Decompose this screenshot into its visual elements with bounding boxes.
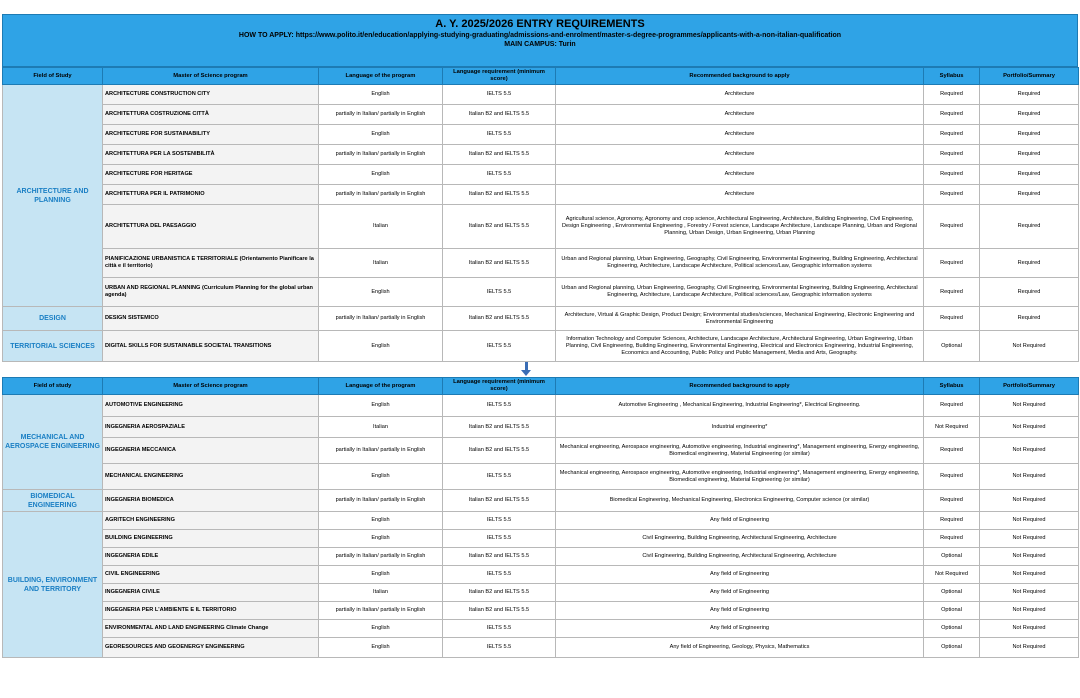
syllabus-cell: Required <box>924 464 980 490</box>
language-cell: partially in Italian/ partially in English <box>319 602 443 620</box>
title-banner <box>2 14 1078 67</box>
background-cell: Any field of Engineering <box>556 584 924 602</box>
requirement-cell: Italian B2 and IELTS 5.5 <box>443 307 556 331</box>
syllabus-cell: Required <box>924 307 980 331</box>
portfolio-cell: Not Required <box>980 417 1079 438</box>
column-header: Portfolio/Summary <box>980 378 1079 395</box>
section-gap <box>2 362 1078 377</box>
how-to-apply-text: HOW TO APPLY: https://www.polito.it/en/education/applying-studying-graduating/admissions-and-enrolment/master-s-degree-programmes/applicants-with-a-non-italian-qualification <box>238 32 842 39</box>
requirement-cell: Italian B2 and IELTS 5.5 <box>443 185 556 205</box>
portfolio-cell: Not Required <box>980 548 1079 566</box>
background-cell: Industrial engineering* <box>556 417 924 438</box>
requirement-cell: Italian B2 and IELTS 5.5 <box>443 249 556 278</box>
program-cell: ARCHITECTURE FOR SUSTAINABILITY <box>103 125 319 145</box>
field-of-study-cell: TERRITORIAL SCIENCES <box>3 331 103 362</box>
syllabus-cell: Optional <box>924 638 980 658</box>
requirement-cell: IELTS 5.5 <box>443 331 556 362</box>
background-cell: Architecture <box>556 85 924 105</box>
column-header: Master of Science program <box>103 68 319 85</box>
language-cell: English <box>319 165 443 185</box>
portfolio-cell: Required <box>980 125 1079 145</box>
requirement-cell: Italian B2 and IELTS 5.5 <box>443 438 556 464</box>
language-cell: English <box>319 566 443 584</box>
language-cell: Italian <box>319 249 443 278</box>
language-cell: English <box>319 512 443 530</box>
program-cell: INGEGNERIA MECCANICA <box>103 438 319 464</box>
background-cell: Architecture <box>556 105 924 125</box>
background-cell: Any field of Engineering <box>556 566 924 584</box>
language-cell: partially in Italian/ partially in English <box>319 185 443 205</box>
portfolio-cell: Not Required <box>980 584 1079 602</box>
field-of-study-cell: ARCHITECTURE AND PLANNING <box>3 85 103 307</box>
table-row <box>3 620 1079 638</box>
syllabus-cell: Optional <box>924 584 980 602</box>
language-cell: English <box>319 638 443 658</box>
program-cell: INGEGNERIA PER L'AMBIENTE E IL TERRITORIO <box>103 602 319 620</box>
program-cell: INGEGNERIA AEROSPAZIALE <box>103 417 319 438</box>
syllabus-cell: Required <box>924 145 980 165</box>
requirements-sheet <box>2 14 1078 658</box>
requirement-cell: Italian B2 and IELTS 5.5 <box>443 105 556 125</box>
program-cell: DESIGN SISTEMICO <box>103 307 319 331</box>
portfolio-cell: Not Required <box>980 395 1079 417</box>
program-cell: ARCHITETTURA PER LA SOSTENIBILITÀ <box>103 145 319 165</box>
syllabus-cell: Not Required <box>924 417 980 438</box>
requirement-cell: IELTS 5.5 <box>443 620 556 638</box>
background-cell: Any field of Engineering <box>556 512 924 530</box>
table-row <box>3 512 1079 530</box>
column-header: Field of Study <box>3 68 103 85</box>
background-cell: Automotive Engineering , Mechanical Engineering, Industrial Engineering*, Electrical Engineering. <box>556 395 924 417</box>
requirements-table-2 <box>2 377 1079 658</box>
program-cell: AUTOMOTIVE ENGINEERING <box>103 395 319 417</box>
background-cell: Mechanical engineering, Aerospace engineering, Automotive engineering, Industrial engineering*, Management engineering, Energy engineering, Biomedical engineering, Material Engineering (or similar) <box>556 464 924 490</box>
syllabus-cell: Required <box>924 185 980 205</box>
syllabus-cell: Required <box>924 490 980 512</box>
program-cell: INGEGNERIA CIVILE <box>103 584 319 602</box>
portfolio-cell: Not Required <box>980 438 1079 464</box>
column-header: Language of the program <box>319 378 443 395</box>
column-header: Recommended background to apply <box>556 68 924 85</box>
requirement-cell: IELTS 5.5 <box>443 530 556 548</box>
syllabus-cell: Optional <box>924 620 980 638</box>
program-cell: ARCHITETTURA COSTRUZIONE CITTÀ <box>103 105 319 125</box>
portfolio-cell: Not Required <box>980 566 1079 584</box>
language-cell: Italian <box>319 584 443 602</box>
background-cell: Architecture, Virtual & Graphic Design, Product Design; Environmental studies/sciences, Mechanical Engineering, Electronic Engineering and Environmental Engineering <box>556 307 924 331</box>
program-cell: GEORESOURCES AND GEOENERGY ENGINEERING <box>103 638 319 658</box>
campus-text: MAIN CAMPUS: Turin <box>504 41 576 48</box>
requirement-cell: Italian B2 and IELTS 5.5 <box>443 417 556 438</box>
program-cell: INGEGNERIA BIOMEDICA <box>103 490 319 512</box>
portfolio-cell: Required <box>980 85 1079 105</box>
requirements-table-1 <box>2 67 1079 362</box>
background-cell: Information Technology and Computer Sciences, Architecture, Landscape Architecture, Architectural Engineering, Urban Engineering, Urban Planning, Civil Engineering, Building Engineering, Environmental Engineering, Electrical and Electronics Engineering, Industrial Engineering, Economics and Accounting, Public Policy and Public Management, Media and Arts, Geography. <box>556 331 924 362</box>
requirement-cell: IELTS 5.5 <box>443 464 556 490</box>
syllabus-cell: Required <box>924 249 980 278</box>
language-cell: English <box>319 464 443 490</box>
field-of-study-cell: BUILDING, ENVIRONMENT AND TERRITORY <box>3 512 103 658</box>
language-cell: English <box>319 278 443 307</box>
table-row <box>3 85 1079 105</box>
table-row <box>3 205 1079 249</box>
portfolio-cell: Required <box>980 105 1079 125</box>
portfolio-cell: Not Required <box>980 530 1079 548</box>
program-cell: CIVIL ENGINEERING <box>103 566 319 584</box>
program-cell: ARCHITETTURA PER IL PATRIMONIO <box>103 185 319 205</box>
table-row <box>3 125 1079 145</box>
background-cell: Architecture <box>556 185 924 205</box>
column-header: Language of the program <box>319 68 443 85</box>
background-cell: Mechanical engineering, Aerospace engineering, Automotive engineering, Industrial engineering*, Management engineering, Energy engineering, Biomedical engineering, Material Engineering (or similar) <box>556 438 924 464</box>
table-row <box>3 548 1079 566</box>
background-cell: Agricultural science, Agronomy, Agronomy and crop science, Architectural Engineering, Architecture, Building Engineering, Civil Engineering, Design Engineering , Environmental Engineering , Forestry / Forest science, Landscape Architecture, Landscape Planning, Urban and Regional Planning, Urban Design, Urban Engineering, Urban Planning <box>556 205 924 249</box>
language-cell: English <box>319 530 443 548</box>
table-row <box>3 331 1079 362</box>
column-header: Master of Science program <box>103 378 319 395</box>
column-header: Recommended background to apply <box>556 378 924 395</box>
background-cell: Architecture <box>556 145 924 165</box>
language-cell: partially in Italian/ partially in English <box>319 438 443 464</box>
field-of-study-cell: BIOMEDICAL ENGINEERING <box>3 490 103 512</box>
field-of-study-cell: MECHANICAL AND AEROSPACE ENGINEERING <box>3 395 103 490</box>
table-row <box>3 307 1079 331</box>
syllabus-cell: Required <box>924 278 980 307</box>
table-row <box>3 530 1079 548</box>
language-cell: partially in Italian/ partially in English <box>319 490 443 512</box>
portfolio-cell: Required <box>980 307 1079 331</box>
requirement-cell: IELTS 5.5 <box>443 165 556 185</box>
language-cell: Italian <box>319 205 443 249</box>
table-row <box>3 438 1079 464</box>
language-cell: partially in Italian/ partially in English <box>319 145 443 165</box>
column-header: Language requirement (minimum score) <box>443 68 556 85</box>
requirement-cell: Italian B2 and IELTS 5.5 <box>443 145 556 165</box>
program-cell: ENVIRONMENTAL AND LAND ENGINEERING Climate Change <box>103 620 319 638</box>
program-cell: URBAN AND REGIONAL PLANNING (Curriculum Planning for the global urban agenda) <box>103 278 319 307</box>
language-cell: English <box>319 395 443 417</box>
requirement-cell: IELTS 5.5 <box>443 638 556 658</box>
column-header: Syllabus <box>924 68 980 85</box>
table-row <box>3 145 1079 165</box>
column-header: Field of study <box>3 378 103 395</box>
requirement-cell: Italian B2 and IELTS 5.5 <box>443 490 556 512</box>
table-row <box>3 185 1079 205</box>
portfolio-cell: Required <box>980 145 1079 165</box>
syllabus-cell: Required <box>924 512 980 530</box>
background-cell: Any field of Engineering <box>556 602 924 620</box>
background-cell: Architecture <box>556 165 924 185</box>
column-header: Syllabus <box>924 378 980 395</box>
program-cell: ARCHITECTURE CONSTRUCTION CITY <box>103 85 319 105</box>
requirement-cell: IELTS 5.5 <box>443 395 556 417</box>
table-row <box>3 395 1079 417</box>
syllabus-cell: Required <box>924 85 980 105</box>
language-cell: partially in Italian/ partially in English <box>319 307 443 331</box>
language-cell: Italian <box>319 417 443 438</box>
portfolio-cell: Required <box>980 205 1079 249</box>
portfolio-cell: Required <box>980 185 1079 205</box>
syllabus-cell: Required <box>924 105 980 125</box>
background-cell: Civil Engineering, Building Engineering, Architectural Engineering, Architecture <box>556 530 924 548</box>
syllabus-cell: Required <box>924 438 980 464</box>
table-header-row <box>3 378 1079 395</box>
portfolio-cell: Required <box>980 278 1079 307</box>
table-row <box>3 278 1079 307</box>
syllabus-cell: Required <box>924 165 980 185</box>
background-cell: Civil Engineering, Building Engineering, Architectural Engineering, Architecture <box>556 548 924 566</box>
portfolio-cell: Not Required <box>980 331 1079 362</box>
requirement-cell: Italian B2 and IELTS 5.5 <box>443 602 556 620</box>
language-cell: partially in Italian/ partially in English <box>319 548 443 566</box>
program-cell: DIGITAL SKILLS FOR SUSTAINABLE SOCIETAL TRANSITIONS <box>103 331 319 362</box>
requirement-cell: Italian B2 and IELTS 5.5 <box>443 548 556 566</box>
portfolio-cell: Not Required <box>980 638 1079 658</box>
portfolio-cell: Not Required <box>980 602 1079 620</box>
syllabus-cell: Optional <box>924 331 980 362</box>
column-header: Portfolio/Summary <box>980 68 1079 85</box>
requirement-cell: IELTS 5.5 <box>443 278 556 307</box>
table-row <box>3 566 1079 584</box>
requirement-cell: IELTS 5.5 <box>443 125 556 145</box>
portfolio-cell: Required <box>980 165 1079 185</box>
table-row <box>3 638 1079 658</box>
syllabus-cell: Not Required <box>924 566 980 584</box>
background-cell: Urban and Regional planning, Urban Engineering, Geography, Civil Engineering, Environmental Engineering, Building Engineering, Architectural Engineering, Architecture, Landscape Architecture, Political sciences/Law, Geographic information systems <box>556 278 924 307</box>
portfolio-cell: Required <box>980 249 1079 278</box>
program-cell: PIANIFICAZIONE URBANISTICA E TERRITORIALE (Orientamento Pianificare la città e il territorio) <box>103 249 319 278</box>
table-row <box>3 105 1079 125</box>
language-cell: English <box>319 620 443 638</box>
language-cell: partially in Italian/ partially in English <box>319 105 443 125</box>
field-of-study-cell: DESIGN <box>3 307 103 331</box>
background-cell: Any field of Engineering, Geology, Physics, Mathematics <box>556 638 924 658</box>
portfolio-cell: Not Required <box>980 512 1079 530</box>
table-row <box>3 249 1079 278</box>
syllabus-cell: Required <box>924 125 980 145</box>
table-row <box>3 490 1079 512</box>
background-cell: Biomedical Engineering, Mechanical Engineering, Electronics Engineering, Computer science (or similar) <box>556 490 924 512</box>
program-cell: MECHANICAL ENGINEERING <box>103 464 319 490</box>
page-title: A. Y. 2025/2026 ENTRY REQUIREMENTS <box>435 18 645 30</box>
portfolio-cell: Not Required <box>980 490 1079 512</box>
table-header-row <box>3 68 1079 85</box>
program-cell: ARCHITECTURE FOR HERITAGE <box>103 165 319 185</box>
table-row <box>3 602 1079 620</box>
program-cell: AGRITECH ENGINEERING <box>103 512 319 530</box>
background-cell: Urban and Regional planning, Urban Engineering, Geography, Civil Engineering, Environmental Engineering, Building Engineering, Architectural Engineering, Architecture, Landscape Architecture, Political sciences/Law, Geographic information systems <box>556 249 924 278</box>
requirement-cell: IELTS 5.5 <box>443 566 556 584</box>
syllabus-cell: Required <box>924 205 980 249</box>
requirement-cell: Italian B2 and IELTS 5.5 <box>443 205 556 249</box>
requirement-cell: IELTS 5.5 <box>443 512 556 530</box>
syllabus-cell: Optional <box>924 602 980 620</box>
background-cell: Architecture <box>556 125 924 145</box>
syllabus-cell: Required <box>924 530 980 548</box>
program-cell: INGEGNERIA EDILE <box>103 548 319 566</box>
table-row <box>3 464 1079 490</box>
column-header: Language requirement (minimum score) <box>443 378 556 395</box>
program-cell: BUILDING ENGINEERING <box>103 530 319 548</box>
syllabus-cell: Required <box>924 395 980 417</box>
requirement-cell: IELTS 5.5 <box>443 85 556 105</box>
table-row <box>3 417 1079 438</box>
table-row <box>3 165 1079 185</box>
background-cell: Any field of Engineering <box>556 620 924 638</box>
syllabus-cell: Optional <box>924 548 980 566</box>
portfolio-cell: Not Required <box>980 620 1079 638</box>
language-cell: English <box>319 85 443 105</box>
language-cell: English <box>319 331 443 362</box>
requirement-cell: Italian B2 and IELTS 5.5 <box>443 584 556 602</box>
table-row <box>3 584 1079 602</box>
program-cell: ARCHITETTURA DEL PAESAGGIO <box>103 205 319 249</box>
language-cell: English <box>319 125 443 145</box>
portfolio-cell: Not Required <box>980 464 1079 490</box>
